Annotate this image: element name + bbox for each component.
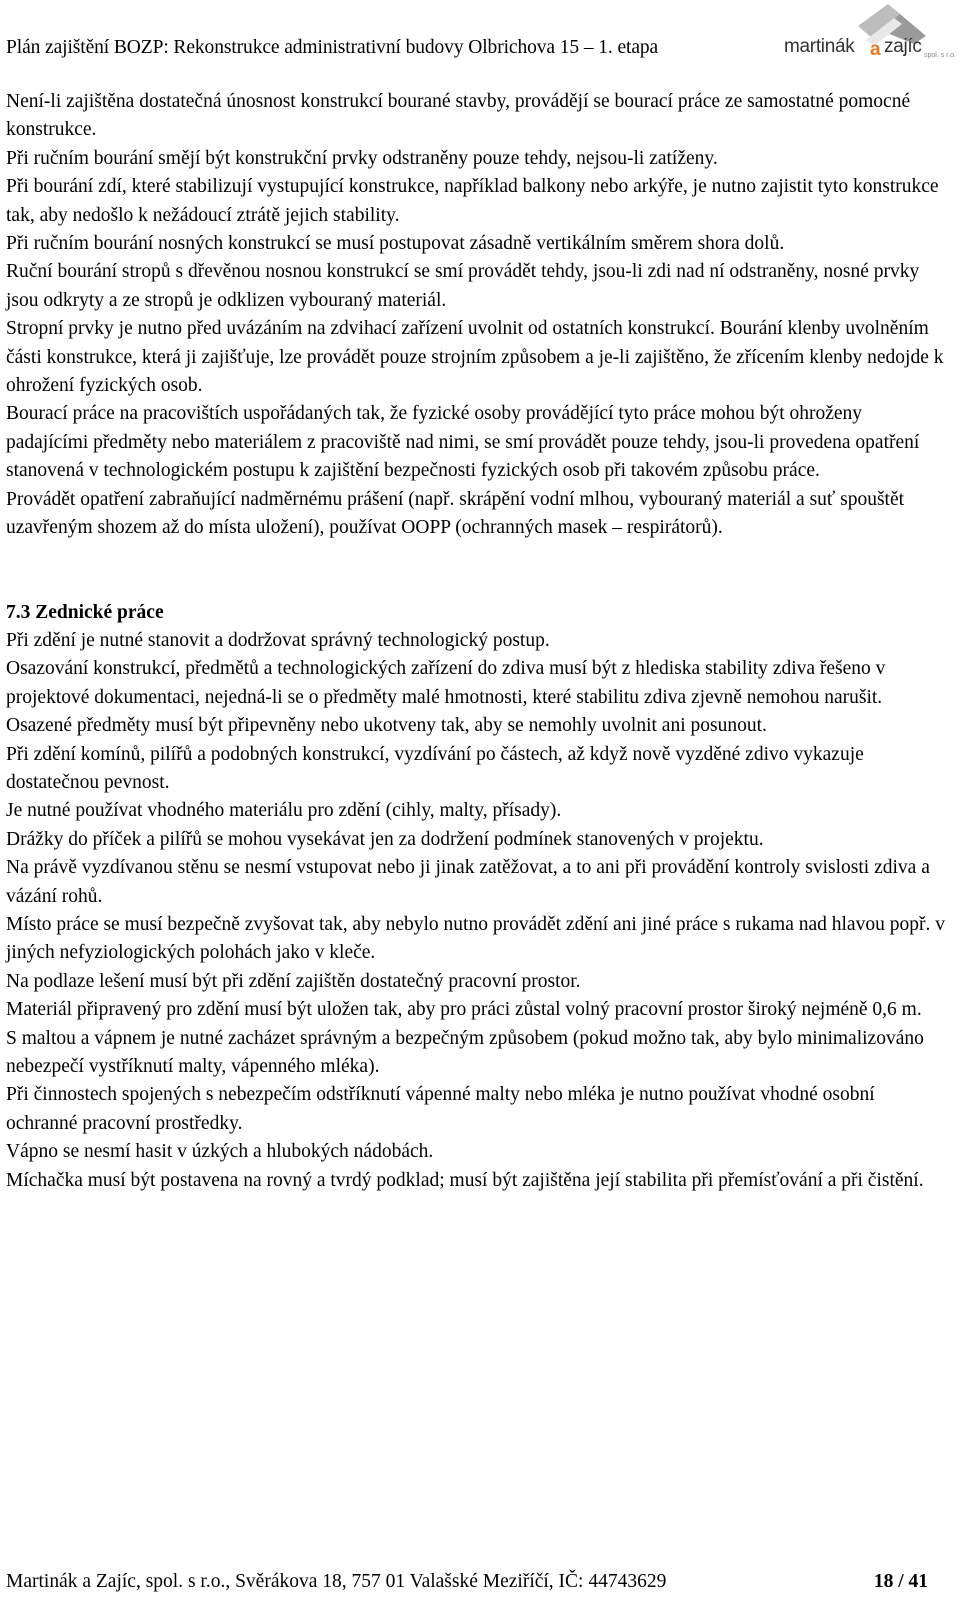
paragraph: Na podlaze lešení musí být při zdění zajištěn dostatečný pracovní prostor. — [6, 970, 581, 992]
page-header — [6, 34, 956, 74]
paragraph: Bourací práce na pracovištích uspořádaných tak, že fyzické osoby provádějící tyto práce mohou být ohroženy padajícími předměty nebo materiálem z pracoviště nad nimi, se smí provádět pouze tehdy, jsou-li provedena opatření stanovená v technologickém postupu k zajištění bezpečnosti fyzických osob při takovém způsobu práce. — [6, 403, 920, 482]
paragraph: Při zdění je nutné stanovit a dodržovat správný technologický postup. — [6, 629, 550, 651]
paragraph: Materiál připravený pro zdění musí být uložen tak, aby pro práci zůstal volný pracovní prostor široký nejméně 0,6 m. — [6, 999, 922, 1021]
company-logo — [776, 0, 956, 72]
logo-word-martinak: martinák — [784, 36, 855, 57]
document-body — [6, 88, 946, 1195]
paragraph: Na právě vyzdívanou stěnu se nesmí vstupovat nebo ji jinak zatěžovat, a to ani při provádění kontroly svislosti zdiva a vázání rohů. — [6, 857, 930, 907]
paragraph: S maltou a vápnem je nutné zacházet správným a bezpečným způsobem (pokud možno tak, aby bylo minimalizováno nebezpečí vystříknutí malty, vápenného mléka). — [6, 1027, 924, 1077]
document-title: Plán zajištění BOZP: Rekonstrukce administrativní budovy Olbrichova 15 – 1. etapa — [6, 37, 659, 58]
paragraph: Je nutné používat vhodného materiálu pro zdění (cihly, malty, přísady). — [6, 800, 562, 822]
logo-subtitle: spol. s r.o. — [924, 52, 956, 59]
paragraph: Při činnostech spojených s nebezpečím odstříknutí vápenné malty nebo mléka je nutno používat vhodné osobní ochranné pracovní prostředky. — [6, 1084, 875, 1134]
paragraph: Při zdění komínů, pilířů a podobných konstrukcí, vyzdívání po částech, až když nově vyzděné zdivo vykazuje dostatečnou pevnost. — [6, 743, 864, 793]
paragraph: Není-li zajištěna dostatečná únosnost konstrukcí bourané stavby, provádějí se bourací práce ze samostatné pomocné konstrukce. — [6, 91, 911, 141]
paragraph: Ruční bourání stropů s dřevěnou nosnou konstrukcí se smí provádět tehdy, jsou-li zdi nad ní odstraněny, nosné prvky jsou odkryty a ze stropů je odklizen vybouraný materiál. — [6, 261, 920, 311]
section-spacer — [6, 543, 946, 599]
footer-company-info: Martinák a Zajíc, spol. s r.o., Svěrákova 18, 757 01 Valašské Meziříčí, IČ: 44743629 — [6, 1571, 667, 1592]
logo-word-zajic: zajíc — [884, 36, 922, 57]
paragraph: Při ručním bourání smějí být konstrukční prvky odstraněny pouze tehdy, nejsou-li zatíženy. — [6, 147, 718, 169]
paragraph: Provádět opatření zabraňující nadměrnému prášení (např. skrápění vodní mlhou, vybouraný materiál a suť spouštět uzavřeným shozem až do místa uložení), používat OOPP (ochranných masek – respirátorů). — [6, 488, 905, 539]
paragraph: Drážky do příček a pilířů se mohou vysekávat jen za dodržení podmínek stanovených v projektu. — [6, 828, 764, 850]
page-footer — [6, 1571, 928, 1593]
logo-ampersand: a — [870, 39, 881, 60]
paragraph: Při bourání zdí, které stabilizují vystupující konstrukce, například balkony nebo arkýře, je nutno zajistit tyto konstrukce tak, aby nedošlo k nežádoucí ztrátě jejich stability. — [6, 176, 939, 226]
paragraph: Míchačka musí být postavena na rovný a tvrdý podklad; musí být zajištěna její stabilita při přemísťování a při čistění. — [6, 1169, 924, 1191]
paragraph: Osazování konstrukcí, předmětů a technologických zařízení do zdiva musí být z hlediska stability zdiva řešeno v projektové dokumentaci, nejedná-li se o předměty malé hmotnosti, které stabilitu zdiva zjevně nemohou narušit. Osazené předměty musí být připevněny nebo ukotveny tak, aby se nemohly uvolnit ani posunout. — [6, 658, 886, 737]
paragraph: Místo práce se musí bezpečně zvyšovat tak, aby nebylo nutno provádět zdění ani jiné práce s rukama nad hlavou popř. v jiných nefyziologických polohách jako v kleče. — [6, 913, 945, 964]
page-number: 18 / 41 — [873, 1571, 928, 1592]
paragraph: Stropní prvky je nutno před uvázáním na zdvihací zařízení uvolnit od ostatních konstrukcí. Bourání klenby uvolněním části konstrukce, která ji zajišťuje, lze provádět pouze strojním způsobem a je-li zajištěno, že zřícením klenby nedojde k ohrožení fyzických osob. — [6, 318, 944, 397]
section-heading: 7.3 Zednické práce — [6, 601, 164, 623]
paragraph: Vápno se nesmí hasit v úzkých a hlubokých nádobách. — [6, 1141, 434, 1163]
paragraph: Při ručním bourání nosných konstrukcí se musí postupovat zásadně vertikálním směrem shora dolů. — [6, 233, 785, 255]
